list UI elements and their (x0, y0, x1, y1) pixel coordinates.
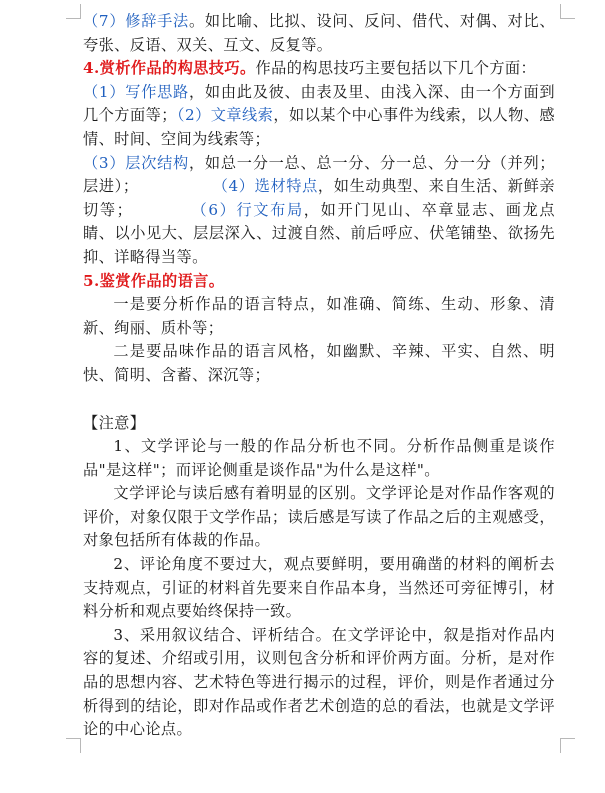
document-body (83, 10, 555, 742)
item6-text: ，如开门见山、卒章显志、画龙点睛、以小见大、层层深入、过渡自然、前后呼应、伏笔铺垫、欲扬先抑、详略得当等。 (83, 200, 555, 266)
item1-text: ，如由此及彼、由表及里、由浅入深、由一个方面到几个方面等； (83, 82, 555, 125)
notes-title: 【注意】 (83, 413, 146, 432)
item3-4-6-paragraph (83, 152, 555, 270)
item2-text: ，如以某个中心事件为线索，以人物、感情、时间、空间为线索等； (83, 106, 555, 148)
item1-2-paragraph (83, 81, 555, 152)
section4-heading: 4.赏析作品的构思技巧。 (83, 59, 256, 78)
section5-heading-paragraph (83, 270, 555, 294)
notes-para2: 文学评论与读后感有着明显的区别。文学评论是对作品作客观的评价，对象仅限于文学作品；读后感是写读了作品之后的主观感受，对象包括所有体裁的作品。 (83, 484, 555, 550)
section5-heading: 5.鉴赏作品的语言。 (83, 271, 225, 290)
item3-text: ，如总一分一总、总一分、分一总、分一分（并列；层进）； (83, 153, 555, 196)
notes-para1: 1、文学评论与一般的作品分析也不同。分析作品侧重是谈作品"是这样"；而评论侧重是谈作品"为什么是这样"。 (83, 437, 555, 479)
item3-label: （3）层次结构 (83, 153, 189, 172)
section5-para1: 一是要分析作品的语言特点，如准确、简练、生动、形象、清新、绚丽、质朴等； (83, 295, 555, 337)
item7-label: （7）修辞手法 (83, 12, 189, 30)
item7-text: 。如比喻、比拟、设问、反问、借代、对偶、对比、夸张、反语、双关、互文、反复等。 (83, 12, 555, 54)
item1-label: （1）写作思路 (83, 82, 189, 101)
notes-para4: 3、采用叙议结合、评析结合。在文学评论中，叙是指对作品内容的复述、介绍或引用，议则包含分析和评价两方面。分析，是对作品的思想内容、艺术特色等进行揭示的过程，评价，则是作者通过分析得到的结论，即对作品或作者艺术创造的总的看法，也就是文学评论的中心论点。 (83, 625, 555, 739)
crop-mark-top-right (560, 4, 575, 19)
item2-label: （2）文章线索 (176, 106, 274, 125)
item6-label: （6）行文布局 (190, 200, 304, 219)
section5-para2: 二是要品味作品的语言风格，如幽默、辛辣、平实、自然、明快、简明、含蓄、深沉等； (83, 342, 555, 384)
item4-text: ，如生动典型、来自生活、新鲜亲切等； (83, 177, 556, 219)
crop-mark-top-left (66, 4, 81, 19)
section4-text: 作品的构思技巧主要包括以下几个方面： (255, 59, 537, 78)
blank-line (83, 388, 555, 412)
notes-para3: 2、评论角度不要过大，观点要鲜明，要用确凿的材料的阐析去支持观点，引证的材料首先要来自作品本身，当然还可旁征博引，材料分析和观点要始终保持一致。 (83, 555, 555, 621)
section4-paragraph (83, 57, 555, 81)
crop-mark-bottom-right (560, 738, 575, 753)
crop-mark-bottom-left (66, 738, 81, 753)
item4-label: （4）选材特点 (212, 177, 318, 196)
item7-paragraph (83, 10, 555, 57)
